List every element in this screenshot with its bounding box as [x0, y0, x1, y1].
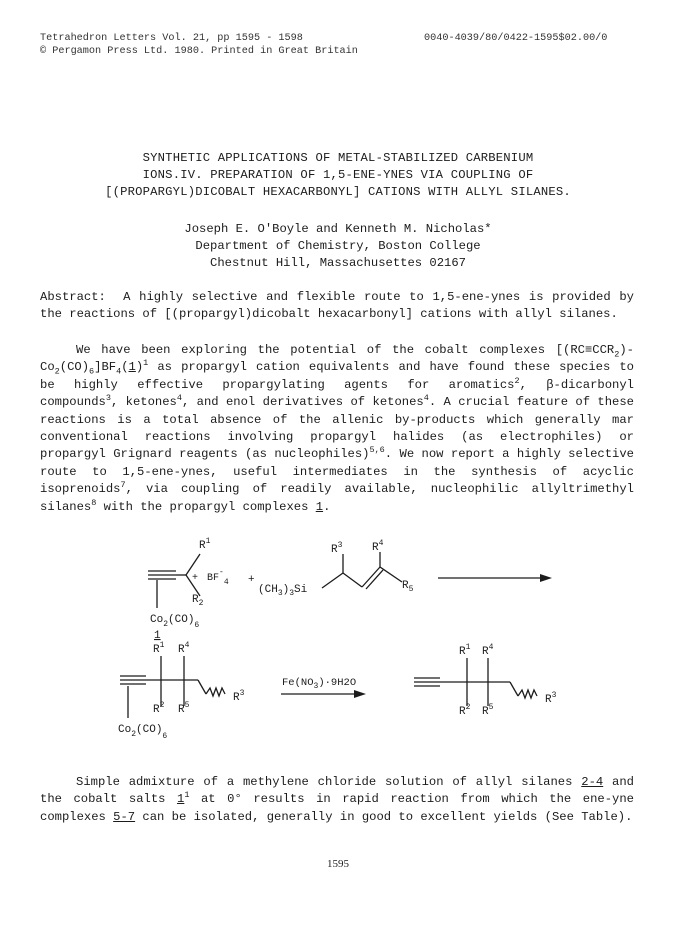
author-department: Department of Chemistry, Boston College: [195, 239, 481, 253]
reagent-label: $Fe(NO_3)\cdot 9H2O$: [282, 677, 357, 691]
title-line-3: [(PROPARGYL)DICOBALT HEXACARBONYL] CATIONS WITH ALLYL SILANES.: [105, 185, 571, 199]
cation-plus: +: [192, 573, 199, 584]
product-r4: $R^4$: [178, 641, 190, 656]
author-names: Joseph E. O'Boyle and Kenneth M. Nicholas*: [184, 222, 492, 236]
free-product-r4: $R^4$: [482, 643, 494, 658]
free-product-r2: $R^2$: [459, 703, 471, 718]
article-code: 0040-4039/80/0422-1595$02.00/0: [424, 33, 608, 44]
product-r1: $R^1$: [153, 641, 165, 656]
silane-r3: $R^3$: [331, 541, 343, 556]
cation-r1: $R^1$: [199, 537, 211, 552]
cation-co2co6: $Co_2(CO)_6$: [150, 614, 200, 630]
body-paragraph-2: Simple admixture of a methylene chloride solution of allyl silanes 2-4 and the cobalt salts $1^1$ at 0° results in rapid reaction from which the ene-yne complexes 5-7 can be isolated, generally in good to excellent yields (See Table).: [40, 775, 634, 824]
page-number: 1595: [327, 858, 349, 870]
journal-citation: Tetrahedron Letters Vol. 21, pp 1595 - 1598: [40, 33, 303, 44]
product-r2: $R^2$: [153, 701, 165, 716]
silane-r5: $R_5$: [402, 580, 414, 594]
body-paragraph-1: We have been exploring the potential of the cobalt complexes $[(RC\equiv CCR_2)-Co_2(CO)_6]BF_4(1)^1$ as propargyl cation equivalents and have found these species to be highly effective propargylating agents for aromatics$^2$, β-dicarbonyl compounds$^3$, ketones$^4$, and enol derivatives of ketones$^4$. A crucial feature of these reactions is a total absence of the allenic by-products which generally mar conventional reactions involving propargyl halides (as electrophiles) or propargyl Grignard reagents (as nucleophiles)$^{5,6}$. We now report a highly selective route to 1,5-ene-ynes, useful intermediates in the synthesis of acyclic isoprenoids$^7$, via coupling of readily available, nucleophilic allyltrimethyl silanes$^8$ with the propargyl complexes 1.: [40, 343, 634, 514]
cation-bf4: $BF^-_4$: [207, 568, 229, 587]
product-r3: $R^3$: [233, 689, 245, 704]
reaction-scheme: [0, 530, 676, 770]
compound-label-1: 1: [154, 630, 161, 642]
cation-r2: $R_2$: [192, 594, 204, 608]
silane-r4: $R^4$: [372, 539, 384, 554]
plus-sign: +: [248, 574, 255, 586]
author-address: Chestnut Hill, Massachusettes 02167: [210, 256, 466, 270]
title-line-2: IONS.IV. PREPARATION OF 1,5-ENE-YNES VIA COUPLING OF: [142, 168, 534, 182]
abstract-text: A highly selective and flexible route to 1,5-ene-ynes is provided by the reactions of [(propargyl)dicobalt hexacarbonyl] cations with allyl silanes.: [40, 290, 634, 322]
publisher-line: © Pergamon Press Ltd. 1980. Printed in Great Britain: [40, 46, 358, 57]
product-r5: $R^5$: [178, 701, 190, 716]
free-product-r5: $R^5$: [482, 703, 494, 718]
product-co2co6: $Co_2(CO)_6$: [118, 724, 168, 741]
free-product-r1: $R^1$: [459, 643, 471, 658]
title-line-1: SYNTHETIC APPLICATIONS OF METAL-STABILIZED CARBENIUM: [142, 151, 534, 165]
free-product-r3: $R^3$: [545, 691, 557, 706]
silane-me3si: $(CH_3)_3Si$: [258, 584, 308, 598]
abstract: [40, 289, 634, 324]
abstract-label: Abstract:: [40, 290, 106, 304]
